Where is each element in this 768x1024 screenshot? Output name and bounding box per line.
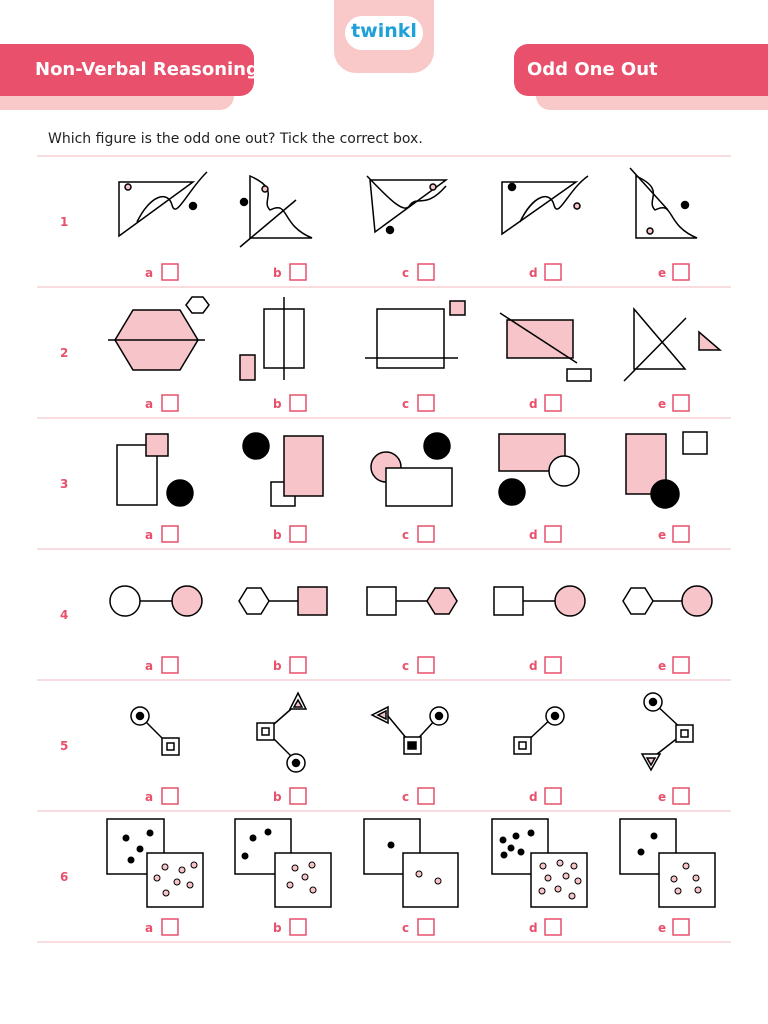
worksheet-title: Odd One Out: [527, 59, 658, 80]
q1-figure-b: [240, 176, 312, 247]
option-label: e: [658, 266, 667, 280]
option-label: a: [145, 659, 154, 673]
option-label: b: [273, 921, 282, 935]
option-label: d: [529, 266, 538, 280]
q6-figure-c: [364, 819, 458, 907]
question-number: 4: [60, 608, 69, 622]
option-label: b: [273, 397, 282, 411]
q1-figure-d: [502, 176, 588, 234]
answer-checkbox[interactable]: [418, 657, 434, 673]
answer-checkbox[interactable]: [418, 526, 434, 542]
option-label: b: [273, 659, 282, 673]
q2-figure-c: [365, 301, 465, 368]
q3-figure-c: [371, 433, 452, 506]
q2-figure-e: [624, 309, 720, 381]
answer-checkbox[interactable]: [545, 788, 561, 804]
option-label: d: [529, 659, 538, 673]
answer-checkbox[interactable]: [545, 526, 561, 542]
answer-checkbox[interactable]: [418, 395, 434, 411]
q1-figure-e: [630, 168, 697, 238]
option-label: d: [529, 921, 538, 935]
answer-checkbox[interactable]: [673, 657, 689, 673]
option-label: e: [658, 397, 667, 411]
answer-checkbox[interactable]: [290, 657, 306, 673]
option-label: c: [402, 528, 410, 542]
option-label: c: [402, 790, 410, 804]
q2-figure-a: [108, 297, 209, 370]
option-label: e: [658, 659, 667, 673]
q2-figure-d: [500, 313, 591, 381]
answer-checkbox[interactable]: [673, 919, 689, 935]
answer-checkbox[interactable]: [162, 919, 178, 935]
q3-figure-d: [499, 434, 579, 505]
answer-checkbox[interactable]: [290, 788, 306, 804]
answer-checkbox[interactable]: [418, 919, 434, 935]
answer-checkbox[interactable]: [290, 919, 306, 935]
option-label: c: [402, 397, 410, 411]
answer-checkbox[interactable]: [162, 526, 178, 542]
answer-checkbox[interactable]: [673, 264, 689, 280]
q4-figure-e: [623, 586, 712, 616]
q4-figure-c: [367, 587, 457, 615]
q4-figure-b: [239, 587, 327, 615]
answer-checkbox[interactable]: [545, 395, 561, 411]
option-label: d: [529, 397, 538, 411]
answer-checkbox[interactable]: [290, 395, 306, 411]
instructions: Which figure is the odd one out? Tick the correct box.: [48, 131, 423, 147]
answer-checkbox[interactable]: [545, 657, 561, 673]
q3-figure-b: [243, 433, 323, 506]
answer-checkbox[interactable]: [418, 788, 434, 804]
q6-figure-b: [235, 819, 331, 907]
option-label: c: [402, 266, 410, 280]
option-label: b: [273, 790, 282, 804]
option-label: c: [402, 921, 410, 935]
answer-checkbox[interactable]: [162, 788, 178, 804]
answer-checkbox[interactable]: [673, 395, 689, 411]
answer-checkbox[interactable]: [418, 264, 434, 280]
answer-checkbox[interactable]: [162, 657, 178, 673]
q2-figure-b: [240, 297, 304, 380]
q4-figure-d: [494, 586, 585, 616]
option-label: e: [658, 528, 667, 542]
q5-figure-a: [131, 707, 179, 755]
option-label: e: [658, 921, 667, 935]
option-label: a: [145, 790, 154, 804]
answer-checkbox[interactable]: [673, 788, 689, 804]
option-label: c: [402, 659, 410, 673]
answer-checkbox[interactable]: [290, 526, 306, 542]
option-label: a: [145, 528, 154, 542]
question-number: 5: [60, 739, 69, 753]
q1-figure-c: [367, 176, 446, 234]
q6-figure-a: [107, 819, 203, 907]
q4-figure-a: [110, 586, 202, 616]
q5-figure-e: [642, 693, 693, 770]
option-label: b: [273, 528, 282, 542]
question-number: 1: [60, 215, 69, 229]
answer-checkbox[interactable]: [545, 919, 561, 935]
answer-checkbox[interactable]: [545, 264, 561, 280]
q5-figure-d: [514, 707, 564, 754]
q1-figure-a: [119, 172, 207, 236]
option-label: a: [145, 266, 154, 280]
question-number: 3: [60, 477, 69, 491]
twinkl-logo-text: twinkl: [351, 20, 417, 42]
option-label: e: [658, 790, 667, 804]
answer-checkbox[interactable]: [162, 264, 178, 280]
option-label: a: [145, 397, 154, 411]
option-label: a: [145, 921, 154, 935]
q5-figure-b: [257, 693, 306, 772]
answer-checkbox[interactable]: [290, 264, 306, 280]
answer-checkbox[interactable]: [162, 395, 178, 411]
option-label: b: [273, 266, 282, 280]
worksheet-category: Non-Verbal Reasoning: [35, 59, 259, 80]
question-number: 6: [60, 870, 69, 884]
q3-figure-a: [117, 434, 193, 506]
question-number: 2: [60, 346, 69, 360]
q3-figure-e: [626, 432, 707, 508]
q6-figure-d: [492, 819, 587, 907]
option-label: d: [529, 528, 538, 542]
option-label: d: [529, 790, 538, 804]
q5-figure-c: [372, 707, 448, 754]
answer-checkbox[interactable]: [673, 526, 689, 542]
q6-figure-e: [620, 819, 715, 907]
